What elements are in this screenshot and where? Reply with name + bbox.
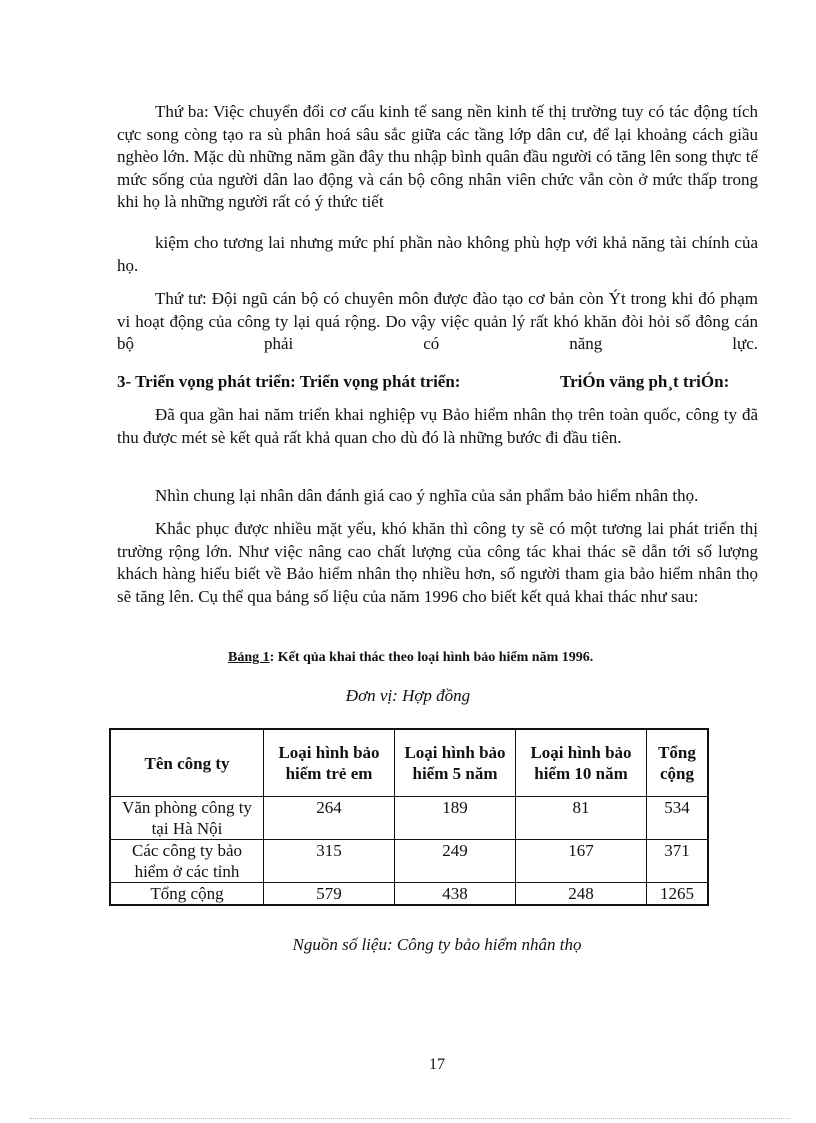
row-name: Văn phòng công ty tại Hà Nội [110,797,264,840]
table-unit: Đơn vị: Hợp đồng [345,686,471,705]
cell-value: 264 [264,797,395,840]
row-name: Các công ty bảo hiểm ở các tỉnh [110,840,264,883]
paragraph-kiem-cho: kiệm cho tương lai nhưng mức phí phần nào không phù hợp với khả năng tài chính của họ. [117,233,758,275]
table-caption-text: : Kết qủa khai thác theo loại hình bảo hiểm năm 1996. [269,650,594,665]
header-5-year: Loại hình bảo hiểm 5 năm [395,729,516,797]
header-company: Tên công ty [110,729,264,797]
table-caption-label: Bảng 1 [228,650,270,665]
paragraph-da-qua: Đã qua gần hai năm triển khai nghiệp vụ Bảo hiểm nhân thọ trên toàn quốc, công ty đã thu được mét sè kết quả rất khả quan cho dù đó là những bước đi đầu tiên. [117,405,758,447]
table-row [110,840,708,883]
results-table [109,728,709,906]
cell-value: 1265 [647,883,709,906]
table-header-row [110,729,708,797]
paragraph-thu-tu: Thứ tư: Đội ngũ cán bộ có chuyên môn được đào tạo cơ bản còn Ýt trong khi đó phạm vi hoạt động của công ty lại quá rộng. Do vậy việc quản lý rất khó khăn đòi hỏi số đông cán bộ phải có năng lực. [117,289,758,353]
cell-value: 534 [647,797,709,840]
section-heading-garbled: TriÓn väng ph¸t triÓn: [560,372,730,391]
cell-value: 81 [516,797,647,840]
cell-value: 579 [264,883,395,906]
cell-value: 248 [516,883,647,906]
header-child: Loại hình bảo hiểm trẻ em [264,729,395,797]
paragraph-thu-ba: Thứ ba: Việc chuyển đổi cơ cấu kinh tế sang nền kinh tế thị trường tuy có tác động tích cực song còng tạo ra sù phân hoá sâu sắc giữa các tầng lớp dân cư, để lại khoảng cách giầu nghèo lớn. Mặc dù những năm gần đây thu nhập bình quân đầu người có tăng lên song thực tế mức sống của người dân lao động và cán bộ công nhân viên chức vẫn còn ở mức thấp trong khi họ là những người rất có ý thức tiết [117,102,758,211]
cell-value: 315 [264,840,395,883]
paragraph-khac-phuc: Khắc phục được nhiều mặt yếu, khó khăn thì công ty sẽ có một tương lai phát triển thị trường rộng lớn. Như việc nâng cao chất lượng của công tác khai thác sẽ dẫn tới số lượng khách hàng hiểu biết về Bảo hiểm nhân thọ nhiều hơn, số người tham gia bảo hiểm nhân thọ sẽ tăng lên. Cụ thể qua bảng số liệu của năm 1996 cho biết kết quả khai thác như sau: [117,519,758,606]
row-name: Tổng cộng [110,883,264,906]
table-caption [228,650,593,666]
paragraph-nhin-chung: Nhìn chung lại nhân dân đánh giá cao ý nghĩa của sản phẩm bảo hiểm nhân thọ. [155,486,699,505]
footer-divider [30,1118,790,1119]
header-total: Tổng cộng [647,729,709,797]
table-row [110,883,708,906]
cell-value: 167 [516,840,647,883]
cell-value: 438 [395,883,516,906]
section-heading [117,372,777,392]
table-source: Nguồn số liệu: Công ty bảo hiểm nhân thọ [292,935,582,954]
table-row [110,797,708,840]
cell-value: 371 [647,840,709,883]
page-number: 17 [429,1056,445,1073]
cell-value: 189 [395,797,516,840]
section-heading-main: 3- Triển vọng phát triển: Triển vọng phát triển: [117,372,461,391]
cell-value: 249 [395,840,516,883]
header-10-year: Loại hình bảo hiểm 10 năm [516,729,647,797]
